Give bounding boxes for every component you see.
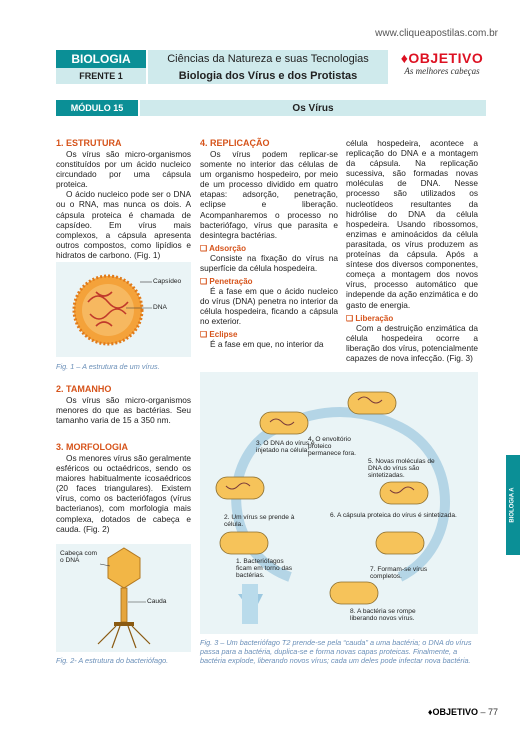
area-title: Ciências da Natureza e suas Tecnologias [148,50,388,68]
page-number: – 77 [480,707,498,717]
section-morphology [56,442,191,534]
capsid-label: Capsídeo [153,278,182,285]
section-title: 4. REPLICAÇÃO [200,138,270,148]
cycle-step-4: 4. O envoltório proteico permanece fora. [308,436,357,457]
paragraph: O ácido nucleico pode ser o DNA ou o RNA, mas nunca os dois. A cápsula proteica é chamada de capsídeo. Em vírus mais complexos, a cápsula apresenta outros compostos, como lipídios e hidratos de carbono. (Fig. 1) [56,189,191,260]
cycle-step-8: 8. A bactéria se rompe liberando novos vírus. [350,608,416,622]
logo-name: ♦OBJETIVO [400,50,484,66]
paragraph: célula hospedeira, acontece a replicação do DNA e a montagem da cápsula. Na replicação sucessiva, são formadas novas moléculas de DNA. Nesse processo são utilizados os nucleotídeos resultantes da hidrólise do DNA da célula hospedeira. Usando ribossomos, enzimas e aminoácidos da célula parasitada, os vírus produzem as proteínas da cápsula. Após a síntese dos diversos componentes, começa a montagem dos novos vírus, processo automático que independe da ação enzimática e do gasto de energia. [346,138,478,310]
figure-replication-cycle [200,372,478,634]
objetivo-logo [396,50,488,84]
paragraph: Os vírus podem replicar-se somente no interior das células de um organismo hospedeiro, por meio de um processo dividido em quatro etapas: adsorção, penetração, eclipse e liberação. Acompanharemos o processo no bacteriófago, vírus que parasita e desintegra bactérias. [200,149,338,240]
figure-caption: Fig. 2- A estrutura do bacteriófago. [56,656,169,665]
cycle-step-1: 1. Bacteriófagos ficam em torno das bactérias. [236,558,293,579]
replication-continued [346,138,478,363]
figure-caption: Fig. 3 – Um bacteriófago T2 prende-se pela “cauda” a uma bactéria; o DNA do vírus passa para a bactéria, duplica-se e forma novas capas proteicas. Finalmente, a bactéria explode, liberando novos vírus; cada um deles pode infectar nova bactéria. [200,638,472,665]
module-title: Os Vírus [140,100,486,116]
section-structure [56,138,191,260]
subject-label: BIOLOGIA [56,50,146,68]
section-replication [200,138,338,350]
figure-caption: Fig. 1 – A estrutura de um vírus. [56,362,160,371]
logo-tagline: As melhores cabeças [404,66,480,76]
side-tab: BIOLOGIA A [506,455,520,555]
section-size [56,384,191,425]
page-footer: ♦OBJETIVO – 77 [427,707,498,717]
subsection-title: ❑ Adsorção [200,243,247,253]
dna-label: DNA [153,304,167,311]
section-title: 2. TAMANHO [56,384,112,394]
cycle-step-3: 3. O DNA do vírus é injetado na célula. [256,440,315,454]
figure-virus-structure [56,262,191,357]
paragraph: Os vírus são micro-organismos constituídos por um ácido nucleico circundado por uma cápsula proteica. [56,149,191,190]
site-url[interactable]: www.cliqueapostilas.com.br [375,28,498,39]
footer-brand: OBJETIVO [432,707,478,717]
head-label: Cabeça com o DNA [60,550,98,564]
figure-bacteriophage [56,544,191,652]
cycle-step-7: 7. Formam-se vírus completos. [370,566,428,580]
paragraph: É a fase em que, no interior da [210,339,324,350]
topic-title: Biologia dos Vírus e dos Protistas [148,68,388,84]
virus-illustration [56,262,191,357]
paragraph: Os menores vírus são geralmente esféricos ou octaédricos, sendo os maiores habitualmente icosaédricos (20 faces triangulares). Existem vírus, como os bacteriófagos (vírus bacterianos), com morfologia mais complexa, dotados de cabeça e cauda. (Fig. 2) [56,453,191,534]
tail-label: Cauda [147,598,167,605]
subsection-title: ❑ Liberação [346,313,394,323]
paragraph: É a fase em que o ácido nucleico do vírus (DNA) penetra no interior da célula hospedeira, ficando a cápsula no exterior. [200,286,338,327]
paragraph: Com a destruição enzimática da célula hospedeira ocorre a liberação dos vírus, potencialmente capazes de nova infecção. (Fig. 3) [346,322,478,363]
paragraph: Consiste na fixação do vírus na superfície da célula hospedeira. [200,252,338,273]
module-label: MÓDULO 15 [56,100,138,116]
cycle-step-5: 5. Novas moléculas de DNA do vírus são sintetizadas. [368,458,435,479]
module-bar [56,100,486,116]
page-header [56,50,486,84]
section-title: 3. MORFOLOGIA [56,442,128,452]
cycle-step-6: 6. A cápsula proteica do vírus é sintetizada. [330,512,457,519]
replication-cycle-illustration [200,372,478,634]
subsection-title: ❑ Eclipse [200,330,238,340]
section-title: 1. ESTRUTURA [56,138,122,148]
cycle-step-2: 2. Um vírus se prende à célula. [224,514,295,528]
subsection-title: ❑ Penetração [200,277,253,287]
front-label: FRENTE 1 [56,68,146,84]
paragraph: Os vírus são micro-organismos menores do que as bactérias. Seu tamanho varia de 15 a 350 nm. [56,395,191,426]
